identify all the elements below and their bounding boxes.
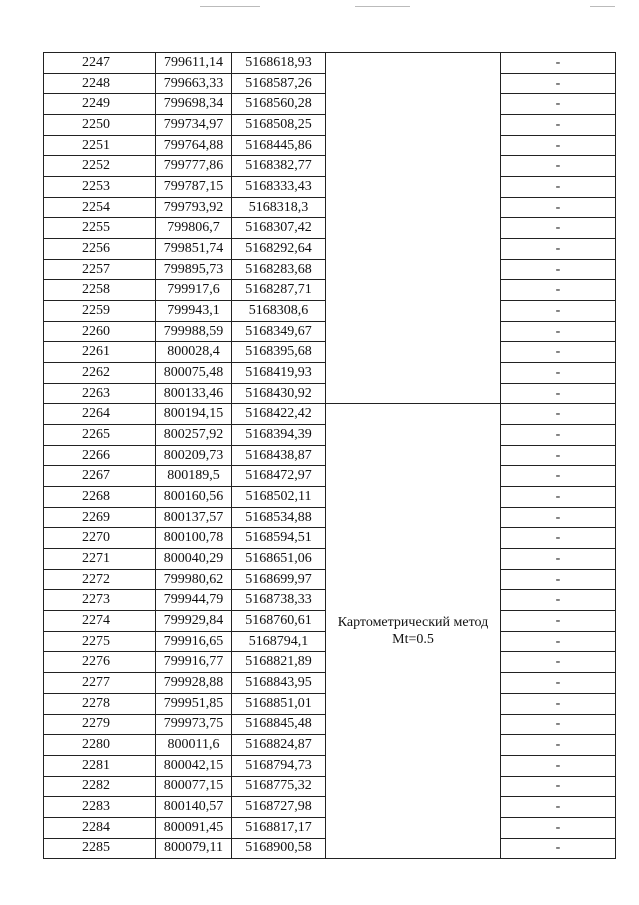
y-coordinate-cell: 5168534,88 [232,507,326,528]
note-cell: - [501,776,616,797]
y-coordinate-cell: 5168430,92 [232,383,326,404]
y-coordinate-cell: 5168760,61 [232,611,326,632]
point-number-cell: 2254 [44,197,156,218]
point-number-cell: 2249 [44,94,156,115]
point-number-cell: 2260 [44,321,156,342]
x-coordinate-cell: 799787,15 [156,177,232,198]
x-coordinate-cell: 800160,56 [156,487,232,508]
note-cell: - [501,218,616,239]
note-cell: - [501,445,616,466]
note-cell: - [501,549,616,570]
method-cell [326,53,501,404]
y-coordinate-cell: 5168349,67 [232,321,326,342]
y-coordinate-cell: 5168900,58 [232,838,326,859]
x-coordinate-cell: 799793,92 [156,197,232,218]
x-coordinate-cell: 799973,75 [156,714,232,735]
point-number-cell: 2258 [44,280,156,301]
x-coordinate-cell: 800194,15 [156,404,232,425]
point-number-cell: 2282 [44,776,156,797]
x-coordinate-cell: 800075,48 [156,363,232,384]
note-cell: - [501,425,616,446]
point-number-cell: 2273 [44,590,156,611]
y-coordinate-cell: 5168395,68 [232,342,326,363]
note-cell: - [501,631,616,652]
note-cell: - [501,404,616,425]
x-coordinate-cell: 800189,5 [156,466,232,487]
y-coordinate-cell: 5168422,42 [232,404,326,425]
y-coordinate-cell: 5168821,89 [232,652,326,673]
scan-artifact [590,6,615,7]
x-coordinate-cell: 800140,57 [156,797,232,818]
x-coordinate-cell: 800077,15 [156,776,232,797]
note-cell: - [501,466,616,487]
note-cell: - [501,73,616,94]
point-number-cell: 2252 [44,156,156,177]
point-number-cell: 2269 [44,507,156,528]
y-coordinate-cell: 5168318,3 [232,197,326,218]
x-coordinate-cell: 799806,7 [156,218,232,239]
scan-artifact [355,6,410,7]
method-text-line1: Картометрический метод [337,615,489,631]
y-coordinate-cell: 5168775,32 [232,776,326,797]
point-number-cell: 2263 [44,383,156,404]
y-coordinate-cell: 5168587,26 [232,73,326,94]
point-number-cell: 2264 [44,404,156,425]
coordinates-table-body [44,53,616,859]
x-coordinate-cell: 799895,73 [156,259,232,280]
note-cell: - [501,53,616,74]
note-cell: - [501,797,616,818]
y-coordinate-cell: 5168851,01 [232,693,326,714]
x-coordinate-cell: 799851,74 [156,239,232,260]
y-coordinate-cell: 5168382,77 [232,156,326,177]
y-coordinate-cell: 5168738,33 [232,590,326,611]
point-number-cell: 2277 [44,673,156,694]
x-coordinate-cell: 799929,84 [156,611,232,632]
x-coordinate-cell: 799980,62 [156,569,232,590]
x-coordinate-cell: 800040,29 [156,549,232,570]
note-cell: - [501,507,616,528]
note-cell: - [501,569,616,590]
point-number-cell: 2265 [44,425,156,446]
method-cell [326,404,501,859]
note-cell: - [501,94,616,115]
point-number-cell: 2251 [44,135,156,156]
point-number-cell: 2278 [44,693,156,714]
x-coordinate-cell: 800028,4 [156,342,232,363]
point-number-cell: 2253 [44,177,156,198]
note-cell: - [501,156,616,177]
y-coordinate-cell: 5168472,97 [232,466,326,487]
x-coordinate-cell: 799611,14 [156,53,232,74]
x-coordinate-cell: 799916,77 [156,652,232,673]
x-coordinate-cell: 799988,59 [156,321,232,342]
point-number-cell: 2270 [44,528,156,549]
method-text-line2: Mt=0.5 [392,632,434,648]
note-cell: - [501,301,616,322]
note-cell: - [501,239,616,260]
x-coordinate-cell: 799951,85 [156,693,232,714]
point-number-cell: 2256 [44,239,156,260]
x-coordinate-cell: 799698,34 [156,94,232,115]
point-number-cell: 2274 [44,611,156,632]
y-coordinate-cell: 5168794,73 [232,755,326,776]
x-coordinate-cell: 800100,78 [156,528,232,549]
point-number-cell: 2284 [44,817,156,838]
y-coordinate-cell: 5168727,98 [232,797,326,818]
point-number-cell: 2283 [44,797,156,818]
x-coordinate-cell: 799928,88 [156,673,232,694]
point-number-cell: 2267 [44,466,156,487]
y-coordinate-cell: 5168794,1 [232,631,326,652]
y-coordinate-cell: 5168845,48 [232,714,326,735]
point-number-cell: 2257 [44,259,156,280]
point-number-cell: 2276 [44,652,156,673]
y-coordinate-cell: 5168699,97 [232,569,326,590]
point-number-cell: 2272 [44,569,156,590]
y-coordinate-cell: 5168307,42 [232,218,326,239]
point-number-cell: 2266 [44,445,156,466]
x-coordinate-cell: 799764,88 [156,135,232,156]
point-number-cell: 2279 [44,714,156,735]
x-coordinate-cell: 799663,33 [156,73,232,94]
x-coordinate-cell: 799734,97 [156,115,232,136]
note-cell: - [501,321,616,342]
y-coordinate-cell: 5168394,39 [232,425,326,446]
x-coordinate-cell: 800137,57 [156,507,232,528]
y-coordinate-cell: 5168283,68 [232,259,326,280]
point-number-cell: 2247 [44,53,156,74]
point-number-cell: 2275 [44,631,156,652]
x-coordinate-cell: 799916,65 [156,631,232,652]
y-coordinate-cell: 5168824,87 [232,735,326,756]
point-number-cell: 2280 [44,735,156,756]
y-coordinate-cell: 5168817,17 [232,817,326,838]
note-cell: - [501,673,616,694]
note-cell: - [501,197,616,218]
x-coordinate-cell: 800079,11 [156,838,232,859]
note-cell: - [501,177,616,198]
note-cell: - [501,342,616,363]
note-cell: - [501,714,616,735]
y-coordinate-cell: 5168594,51 [232,528,326,549]
table-row [44,404,616,425]
note-cell: - [501,135,616,156]
y-coordinate-cell: 5168287,71 [232,280,326,301]
note-cell: - [501,383,616,404]
point-number-cell: 2259 [44,301,156,322]
x-coordinate-cell: 800042,15 [156,755,232,776]
table-row [44,53,616,74]
y-coordinate-cell: 5168843,95 [232,673,326,694]
x-coordinate-cell: 799777,86 [156,156,232,177]
note-cell: - [501,817,616,838]
note-cell: - [501,838,616,859]
note-cell: - [501,115,616,136]
note-cell: - [501,363,616,384]
x-coordinate-cell: 800133,46 [156,383,232,404]
note-cell: - [501,755,616,776]
y-coordinate-cell: 5168419,93 [232,363,326,384]
note-cell: - [501,652,616,673]
point-number-cell: 2262 [44,363,156,384]
x-coordinate-cell: 799943,1 [156,301,232,322]
x-coordinate-cell: 799944,79 [156,590,232,611]
point-number-cell: 2250 [44,115,156,136]
note-cell: - [501,487,616,508]
point-number-cell: 2281 [44,755,156,776]
y-coordinate-cell: 5168308,6 [232,301,326,322]
scan-artifact [200,6,260,7]
x-coordinate-cell: 800091,45 [156,817,232,838]
point-number-cell: 2268 [44,487,156,508]
point-number-cell: 2285 [44,838,156,859]
note-cell: - [501,693,616,714]
y-coordinate-cell: 5168618,93 [232,53,326,74]
coordinates-table [43,52,616,859]
note-cell: - [501,528,616,549]
point-number-cell: 2248 [44,73,156,94]
y-coordinate-cell: 5168438,87 [232,445,326,466]
note-cell: - [501,611,616,632]
point-number-cell: 2271 [44,549,156,570]
y-coordinate-cell: 5168445,86 [232,135,326,156]
note-cell: - [501,590,616,611]
y-coordinate-cell: 5168508,25 [232,115,326,136]
y-coordinate-cell: 5168560,28 [232,94,326,115]
note-cell: - [501,735,616,756]
y-coordinate-cell: 5168502,11 [232,487,326,508]
x-coordinate-cell: 800257,92 [156,425,232,446]
note-cell: - [501,259,616,280]
y-coordinate-cell: 5168292,64 [232,239,326,260]
x-coordinate-cell: 800209,73 [156,445,232,466]
x-coordinate-cell: 799917,6 [156,280,232,301]
y-coordinate-cell: 5168651,06 [232,549,326,570]
note-cell: - [501,280,616,301]
y-coordinate-cell: 5168333,43 [232,177,326,198]
point-number-cell: 2255 [44,218,156,239]
x-coordinate-cell: 800011,6 [156,735,232,756]
point-number-cell: 2261 [44,342,156,363]
